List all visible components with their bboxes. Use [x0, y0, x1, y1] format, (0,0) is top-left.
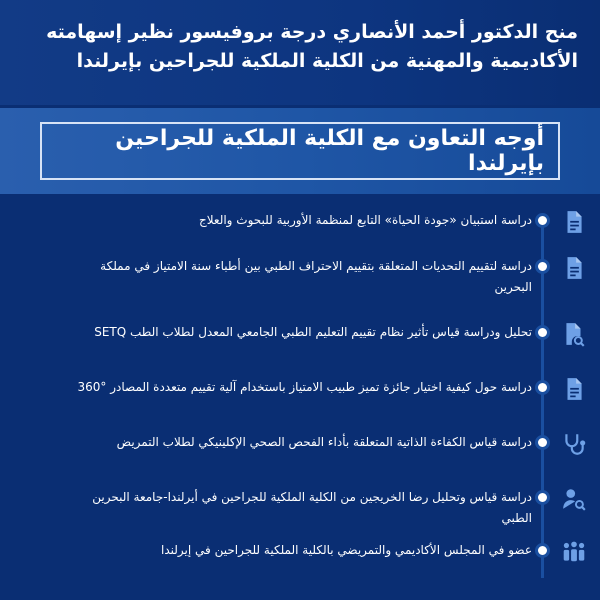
headline-line-1: منح الدكتور أحمد الأنصاري درجة بروفيسور نظير إسهامته: [46, 21, 578, 43]
section-title: أوجه التعاون مع الكلية الملكية للجراحين بإيرلندا: [115, 126, 544, 176]
document-icon: [560, 254, 588, 282]
timeline-dot: [535, 213, 550, 228]
item-text-6: دراسة قياس وتحليل رضا الخريجين من الكلية الملكية للجراحين في أيرلندا-جامعة البحرين الطبي: [92, 490, 532, 525]
item-text-3: تحليل ودراسة قياس تأثير نظام تقييم التعليم الطبي الجامعي المعدل لطلاب الطب SETQ: [94, 325, 532, 339]
document-icon: [560, 375, 588, 403]
headline-line-2: الأكاديمية والمهنية من الكلية الملكية للجراحين بإيرلندا: [76, 50, 578, 72]
item-text-1: دراسة استبيان «جودة الحياة» التابع لمنظمة الأوربية للبحوث والعلاج: [199, 213, 532, 227]
headline: [0, 0, 600, 105]
group-icon: [560, 538, 588, 566]
document-search-icon: [560, 320, 588, 348]
timeline-dot: [535, 325, 550, 340]
timeline-dot: [535, 543, 550, 558]
item-text-5: دراسة قياس الكفاءة الذاتية المتعلقة بأداء الفحص الصحي الإكلينيكي لطلاب التمريض: [116, 435, 532, 449]
timeline-dot: [535, 259, 550, 274]
item-text-7: عضو في المجلس الأكاديمي والتمريضي بالكلية الملكية للجراحين في إيرلندا: [161, 543, 532, 557]
timeline-dot: [535, 490, 550, 505]
item-text-2: دراسة لتقييم التحديات المتعلقة بتقييم الاحتراف الطبي بين أطباء سنة الامتياز في مملكة البحرين: [100, 259, 532, 294]
document-icon: [560, 208, 588, 236]
section-title-box: [40, 122, 560, 180]
timeline-dot: [535, 380, 550, 395]
stethoscope-icon: [560, 430, 588, 458]
item-text-4: دراسة حول كيفية اختيار جائزة تميز طبيب الامتياز باستخدام آلية تقييم متعددة المصادر °360: [77, 380, 532, 394]
timeline-dot: [535, 435, 550, 450]
user-search-icon: [560, 485, 588, 513]
